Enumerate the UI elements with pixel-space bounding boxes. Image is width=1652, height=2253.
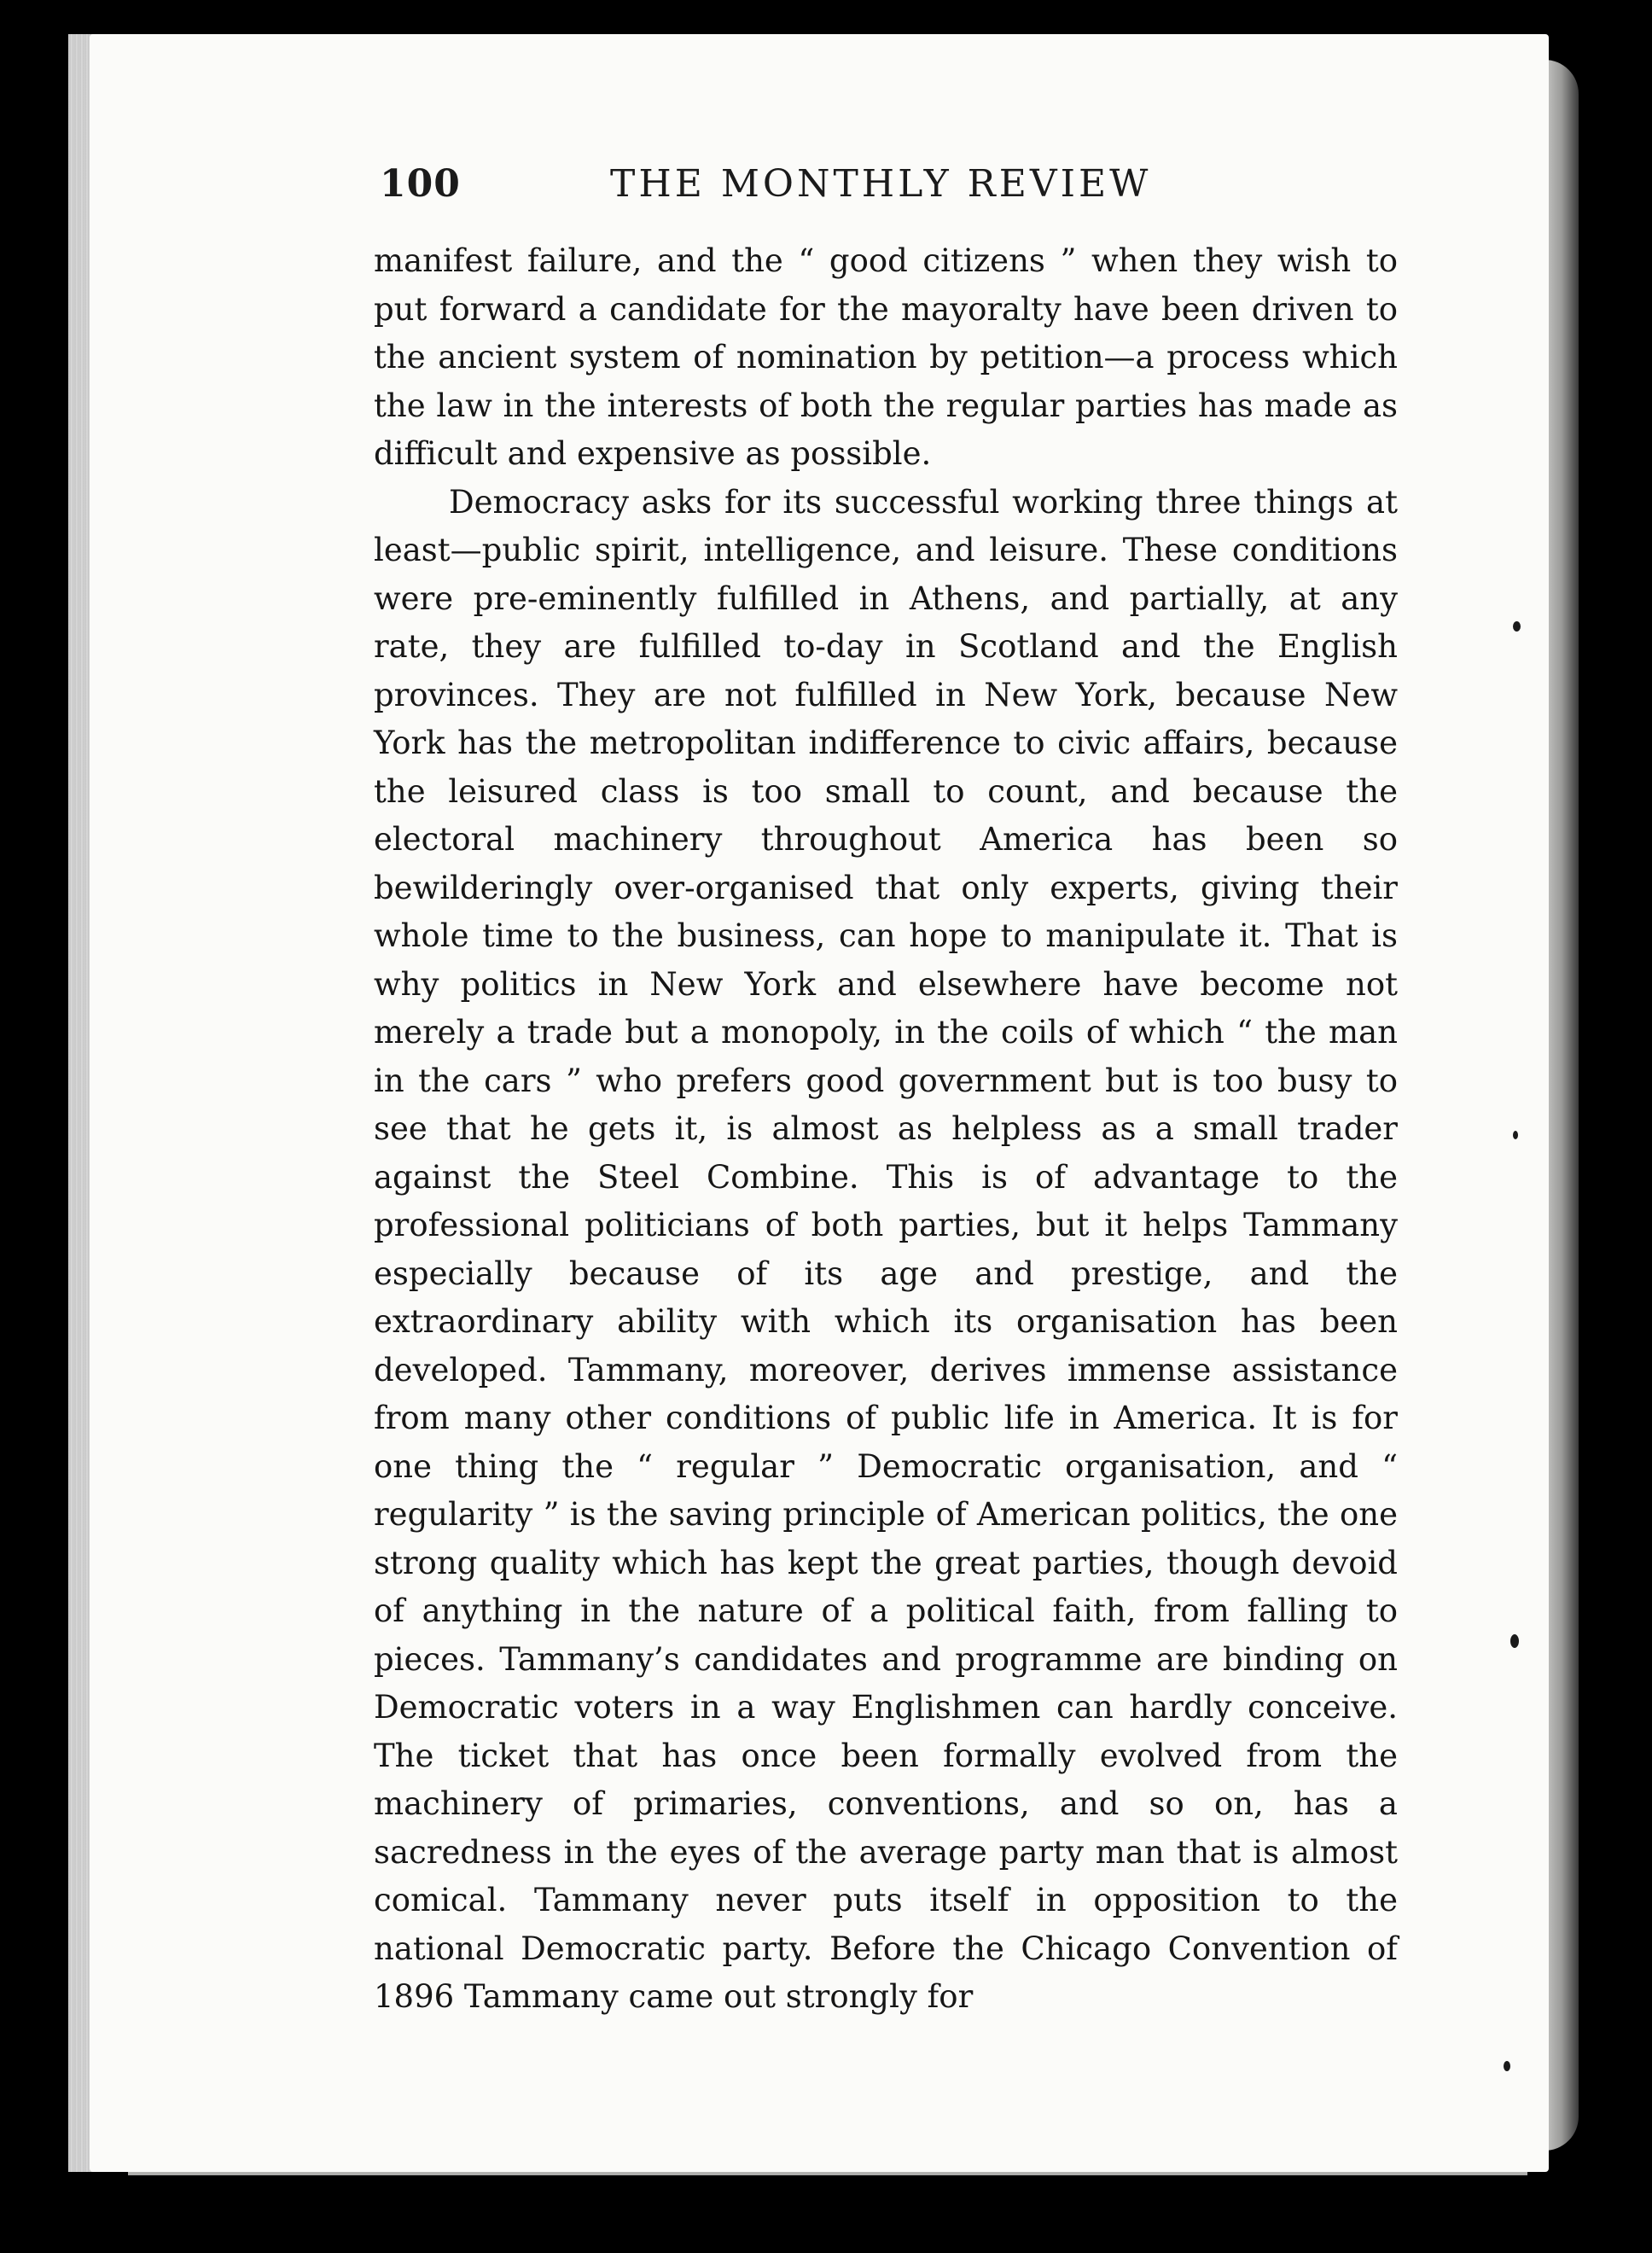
paragraph-democracy: Democracy asks for its successful working three things at least—public spirit, intelligence, and leisure. These conditions were pre-eminently fulfilled in Athens, and partially, at any rate, they are fulfilled to-day in Scotland and the English provinces. They are not fulfilled in New York, because New York has the metropolitan indifference to civic affairs, because the leisured class is too small to count, and because the electoral machinery throughout America has been so bewilderingly over-organised that only experts, giving their whole time to the business, can hope to manipulate it. That is why politics in New York and elsewhere have become not merely a trade but a monopoly, in the coils of which “ the man in the cars ” who prefers good government but is too busy to see that he gets it, is almost as helpless as a small trader against the Steel Combine. This is of advantage to the professional politicians of both parties, but it helps Tammany especially because of its age and prestige, and the extraordinary ability with which its organisation has been developed. Tammany, moreover, derives immense assistance from many other conditions of public life in America. It is for one thing the “ regular ” Democratic organisation, and “ regularity ” is the saving principle of American politics, the one strong quality which has kept the great parties, though devoid of anything in the nature of a political faith, from falling to pieces. Tammany’s candidates and programme are binding on Democratic voters in a way Englishmen can hardly conceive. The ticket that has once been formally evolved from the machinery of primaries, conventions, and so on, has a sacredness in the eyes of the average party man that is almost comical. Tammany never puts itself in opposition to the national Democratic party. Before the Chicago Convention of 1896 Tammany came out strongly for	[374, 483, 1398, 2015]
margin-speck	[1510, 1634, 1519, 1648]
journal-title: THE MONTHLY REVIEW	[610, 162, 1152, 206]
margin-speck	[1513, 621, 1521, 632]
margin-speck	[1513, 1131, 1518, 1139]
page-number: 100	[380, 162, 461, 206]
margin-speck	[1504, 2061, 1510, 2071]
body-text	[374, 237, 1398, 2022]
running-head	[380, 162, 1489, 222]
paragraph-continued: manifest failure, and the “ good citizens ” when they wish to put forward a candidate for the mayoralty have been driven to the ancient system of nomination by petition—a process which the law in the interests of both the regular parties has made as difficult and expensive as possible.	[374, 242, 1398, 472]
